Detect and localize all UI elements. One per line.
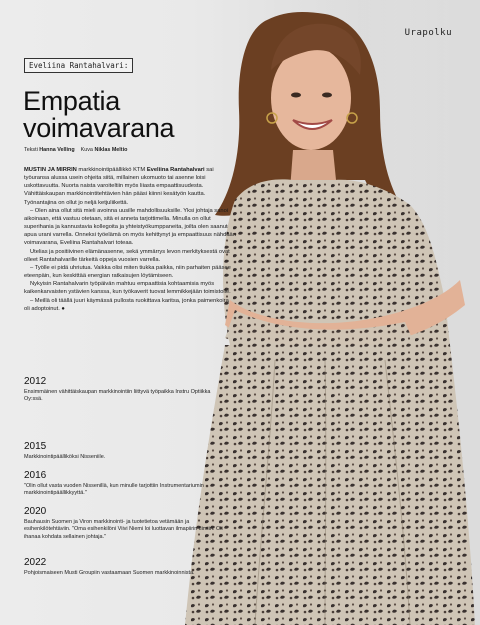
lead-text-2: sai työuransa alussa usein ohjeita siitä, millainen ukomuoto tai asenne loisi uskottavuutta. Nuorta naista varoiteltiin myös liiasta empaattisuudesta. Vähittäiskaupan markkinointitehtävien hän pääsi kiinni kesätyön kautta. Työnantajina on ollut jo neljä ketjuliikettä.	[24, 167, 214, 206]
timeline-year: 2012	[24, 376, 47, 387]
timeline-text: Pohjoismaiseen Musti Groupiin vastaamaan Suomen markkinoinnista.	[24, 570, 195, 576]
photo-credit-label: Kuva	[80, 147, 93, 153]
timeline-item	[24, 376, 224, 404]
timeline-item	[24, 557, 224, 577]
article-body	[24, 166, 236, 313]
timeline-item	[24, 441, 224, 461]
body-paragraph: Utelias ja positiivinen elämänasenne, sekä ymmärrys levon merkityksestä ovat olleet Rantahalvarille tärkeitä oppeja vuosien varrella.	[24, 248, 230, 263]
body-paragraph: – Olen aina ollut sitä mieli avoinna uusille mahdollisuuksille. Yksi johtaja sanoi aikoinaan, että vastuu otetaan, sitä ei anneta tarjottimella. Minulla on ollut superihania ja kannustavia kollegoita ja yhteistyökumppaneita, joilta olen saanut apua urani varrella. Onneksi työelämä on myös kehittynyt ja empaattisuus nähdään voimavarana, Eveliina Rantahalvari toteaa.	[24, 207, 236, 247]
timeline-year: 2022	[24, 557, 47, 568]
article-credits	[24, 147, 127, 153]
timeline-year: 2016	[24, 470, 47, 481]
text-credit-author: Hanna Velling	[39, 147, 75, 153]
body-paragraph: – Meillä oli täällä juuri käymässä pullosta ruokittava karitsa, jonka paimenkoira oli adoptoinut. ●	[24, 297, 229, 312]
timeline-year: 2015	[24, 441, 47, 452]
article-title	[23, 88, 223, 142]
timeline-year: 2020	[24, 506, 47, 517]
text-credit-label: Teksti	[24, 147, 38, 153]
person-name-tag: Eveliina Rantahalvari:	[24, 58, 133, 73]
timeline-text: Bauhausin Suomen ja Viron markkinointi- ja tuotetietoa vetämään ja esihenkilötehtäviin. "Oma esihenkilöni Viivi Niemi loi luottavan ilmapiirin tiimiin. Oli ihanaa kohdata sellainen johtaja."	[24, 519, 223, 540]
body-paragraph: Nykyisin Rantahalvarin työpäivän mahtuu empaattisia kohtaamisia myös kaikenkarvaisten ystävien kanssa, kun työkaverit tuovat lemmikkejään toimistolle.	[24, 281, 231, 296]
section-label: Urapolku	[404, 28, 452, 38]
timeline-text: Markkinointipäälliköksi Nisseniile.	[24, 454, 106, 460]
lead-paragraph	[24, 166, 236, 207]
lead-text-1: markkinointipäällikkö KTM	[76, 167, 147, 173]
timeline-text: Ensimmäinen vähittäiskaupan markkinointiin liittyvä työpaikka Instru Optiikka Oy:ssä.	[24, 389, 211, 403]
photo-credit-author: Niklas Meltio	[94, 147, 128, 153]
title-line-2: voimavarana	[23, 113, 175, 143]
timeline-item	[24, 506, 224, 541]
lead-person-name: Eveliina Rantahalvari	[146, 167, 205, 173]
timeline-text: "Olin ollut vasta vuoden Nissenillä, kun minulle tarjottiin Instrumentariumin markkinointipäällikkyyttä."	[24, 483, 204, 497]
title-line-1: Empatia	[23, 86, 120, 116]
timeline-item	[24, 470, 224, 498]
body-paragraph: – Työlle ei pidä uhriutua. Vaikka olisi miten tiukka paikka, niin parhaiten pääsee eteenpäin, kun keskittää energian ratkaisujen löytämiseen.	[24, 264, 231, 280]
lead-caps: MUSTIN JA MIRRIN	[24, 167, 77, 173]
